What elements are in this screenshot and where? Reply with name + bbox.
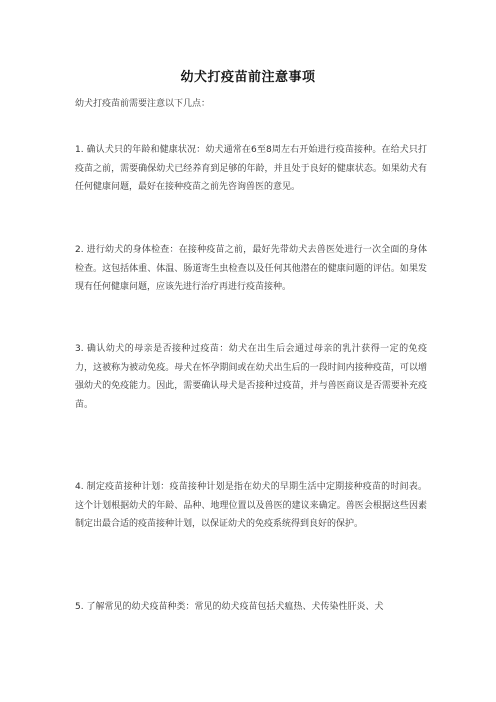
document-title: 幼犬打疫苗前注意事项 <box>180 70 316 85</box>
paragraph-2: 2. 进行幼犬的身体检查：在接种疫苗之前，最好先带幼犬去兽医处进行一次全面的身体检查。这包括体重、体温、肠道寄生虫检查以及任何其他潜在的健康问题的评估。如果发现有任何健康问题，应该先进行治疗再进行疫苗接种。 <box>75 245 427 293</box>
paragraph-4: 4. 制定疫苗接种计划：疫苗接种计划是指在幼犬的早期生活中定期接种疫苗的时间表。这个计划根据幼犬的年龄、品种、地理位置以及兽医的建议来确定。兽医会根据这些因素制定出最合适的疫苗接种计划，以保证幼犬的免疫系统得到良好的保护。 <box>75 482 427 530</box>
paragraph-1: 1. 确认犬只的年龄和健康状况：幼犬通常在6至8周左右开始进行疫苗接种。在给犬只打疫苗之前，需要确保幼犬已经养育到足够的年龄，并且处于良好的健康状态。如果幼犬有任何健康问题，最好在接种疫苗之前先咨询兽医的意见。 <box>75 145 427 193</box>
intro-text: 幼犬打疫苗前需要注意以下几点： <box>75 99 211 109</box>
paragraph-3: 3. 确认幼犬的母亲是否接种过疫苗：幼犬在出生后会通过母亲的乳汁获得一定的免疫力，这被称为被动免疫。母犬在怀孕期间或在幼犬出生后的一段时间内接种疫苗，可以增强幼犬的免疫能力。因此，需要确认母犬是否接种过疫苗，并与兽医商议是否需要补充疫苗。 <box>75 344 427 410</box>
paragraph-5: 5. 了解常见的幼犬疫苗种类：常见的幼犬疫苗包括犬瘟热、犬传染性肝炎、犬 <box>75 602 384 612</box>
